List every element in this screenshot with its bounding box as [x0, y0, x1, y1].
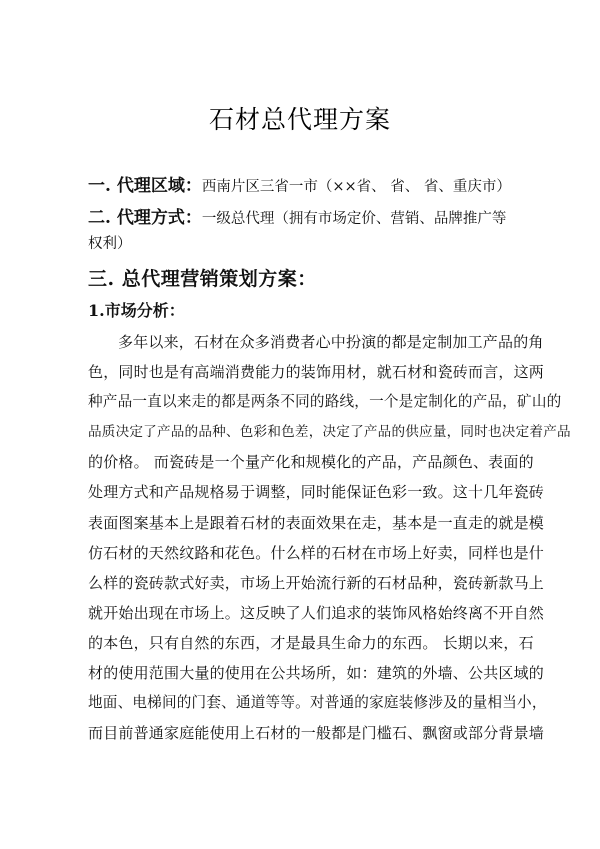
subsection-market-analysis-heading: 1.市场分析： [88, 301, 185, 320]
paragraph-line: 处理方式和产品规格易于调整，同时能保证色彩一致。这十几年瓷砖 [88, 483, 545, 502]
paragraph-line: 就开始出现在市场上。这反映了人们追求的装饰风格始终离不开自然 [88, 603, 545, 622]
section-agency-region-text: 西南片区三省一市（××省、 省、 省、重庆市） [201, 179, 511, 195]
paragraph-line: 品质决定了产品的品种、色彩和色差，决定了产品的供应量，同时也决定着产品 [88, 424, 571, 441]
paragraph-line: 的价格。 而瓷砖是一个量产化和规模化的产品，产品颜色、表面的 [88, 453, 534, 472]
paragraph-line: 表面图案基本上是跟着石材的表面效果在走，基本是一直走的就是模 [88, 513, 545, 532]
paragraph-line: 的本色，只有自然的东西，才是最具生命力的东西。 长期以来，石 [88, 633, 534, 652]
paragraph-line: 么样的瓷砖款式好卖，市场上开始流行新的石材品种，瓷砖新款马上 [88, 573, 545, 592]
section-marketing-heading: 三. 总代理营销策划方案： [88, 268, 317, 290]
section-agency-mode-text: 一级总代理（拥有市场定价、营销、品牌推广等 [201, 211, 507, 227]
section-agency-mode [88, 208, 518, 229]
section-agency-mode-label: 二. 代理方式： [88, 208, 202, 228]
paragraph-line: 而目前普通家庭能使用上石材的一般都是门槛石、飘窗或部分背景墙 [88, 724, 545, 743]
paragraph-line: 多年以来，石材在众多消费者心中扮演的都是定制加工产品的角 [118, 333, 544, 351]
section-agency-region-label: 一. 代理区域： [88, 176, 202, 196]
market-analysis-paragraph [88, 327, 571, 748]
paragraph-line: 色，同时也是有高端消费能力的装饰用材，就石材和瓷砖而言，这两 [88, 363, 545, 382]
section-agency-mode-continuation: 权利） [88, 236, 132, 252]
paragraph-line: 仿石材的天然纹路和花色。什么样的石材在市场上好卖，同样也是什 [88, 543, 545, 562]
paragraph-line: 地面、电梯间的门套、通道等等。对普通的家庭装修涉及的量相当小， [88, 694, 547, 712]
section-agency-region [88, 176, 518, 197]
paragraph-line: 种产品一直以来走的都是两条不同的路线，一个是定制化的产品，矿山的 [88, 393, 562, 411]
document-title: 石材总代理方案 [208, 105, 391, 134]
paragraph-line: 材的使用范围大量的使用在公共场所，如：建筑的外墙、公共区域的 [88, 664, 545, 683]
